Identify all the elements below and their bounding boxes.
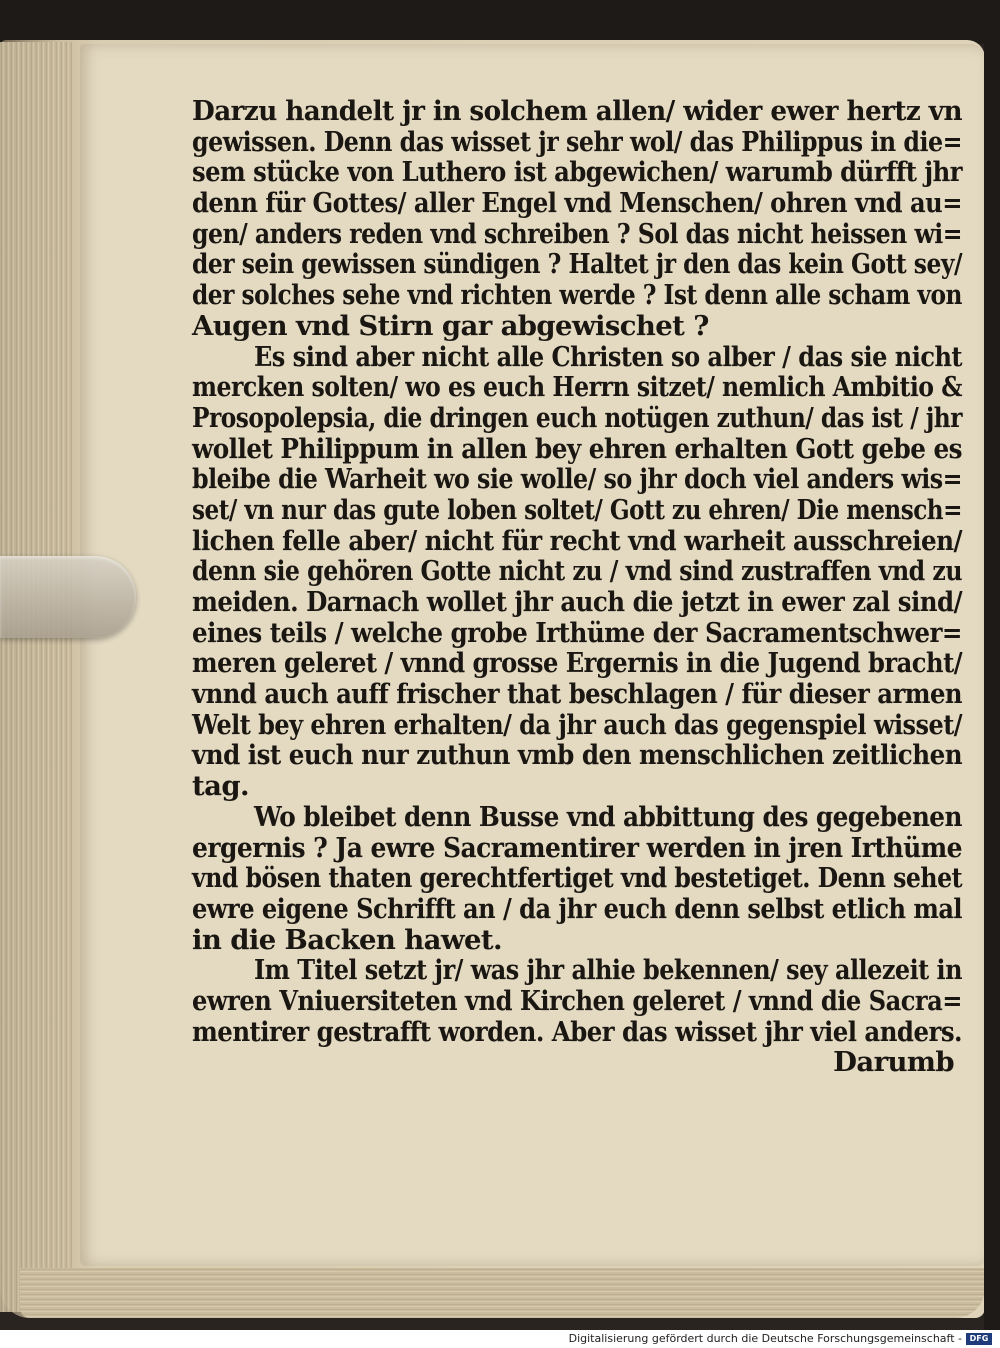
text-line: eines teils / welche grobe Irthüme der Sacramentschwer=	[192, 616, 962, 649]
text-line: denn sie gehören Gotte nicht zu / vnd sind zustraffen vnd zu	[192, 555, 963, 588]
scan-background-top	[0, 0, 1000, 44]
text-line: Prosopolepsia, die dringen euch notügen zuthun/ das ist / jhr	[192, 401, 962, 434]
text-line: vnd bösen thaten gerechtfertiget vnd bestetiget. Denn sehet	[192, 862, 962, 895]
text-line: Es sind aber nicht alle Christen so alber / das sie nicht	[254, 340, 963, 373]
text-line: gen/ anders reden vnd schreiben ? Sol das nicht heissen wi=	[192, 217, 962, 250]
text-line: Augen vnd Stirn gar abgewischet ?	[192, 309, 709, 342]
text-line: Wo bleibet denn Busse vnd abbittung des gegebenen	[254, 800, 962, 833]
text-line: denn für Gottes/ aller Engel vnd Menschen/ ohren vnd au=	[192, 187, 963, 220]
text-line: lichen felle aber/ nicht für recht vnd warheit ausschreien/	[192, 524, 962, 557]
page-text	[192, 96, 962, 1078]
text-line: der solches sehe vnd richten werde ? Ist denn alle scham von	[192, 279, 962, 312]
text-line: mentirer gestrafft worden. Aber das wisset jhr viel anders.	[192, 1015, 963, 1048]
text-line: ewre eigene Schrifft an / da jhr euch denn selbst etlich mal	[192, 892, 963, 925]
page-edges-bottom	[20, 1268, 985, 1318]
text-line: in die Backen hawet.	[192, 923, 502, 956]
bookmark-tab	[0, 556, 136, 638]
text-line: mercken solten/ wo es euch Herrn sitzet/ nemlich Ambitio &	[192, 371, 963, 404]
text-line: meren geleret / vnnd grosse Ergernis in die Jugend bracht/	[192, 647, 963, 680]
text-line: vnnd auch auff frischer that beschlagen / für dieser armen	[192, 678, 963, 711]
scan-background-right	[984, 0, 1000, 1330]
funding-credit: Digitalisierung gefördert durch die Deutsche Forschungsgemeinschaft -	[568, 1332, 962, 1345]
text-line: der sein gewissen sündigen ? Haltet jr den das kein Gott sey/	[192, 248, 962, 281]
footer-bar	[0, 1330, 1000, 1348]
catchword: Darumb	[833, 1046, 954, 1079]
page-edges-left	[0, 42, 72, 1312]
dfg-logo: DFG	[966, 1333, 992, 1345]
text-line: vnd ist euch nur zuthun vmb den menschlichen zeitlichen	[192, 739, 963, 772]
text-line: Im Titel setzt jr/ was jhr alhie bekennen/ sey allezeit in	[254, 954, 962, 987]
text-line: Welt bey ehren erhalten/ da jhr auch das gegenspiel wisset/	[192, 708, 963, 741]
text-line: set/ vn nur das gute loben soltet/ Gott zu ehren/ Die mensch=	[192, 493, 962, 526]
text-line: tag.	[192, 770, 249, 803]
text-line: gewissen. Denn das wisset jr sehr wol/ das Philippus in die=	[192, 125, 962, 158]
text-line: ewren Vniuersiteten vnd Kirchen geleret / vnnd die Sacra=	[192, 984, 963, 1017]
text-line: bleibe die Warheit wo sie wolle/ so jhr doch viel anders wis=	[192, 463, 963, 496]
text-line: ergernis ? Ja ewre Sacramentirer werden in jren Irthüme	[192, 831, 962, 864]
text-line: Darzu handelt jr in solchem allen/ wider ewer hertz vn	[192, 95, 962, 127]
text-line: sem stücke von Luthero ist abgewichen/ warumb dürfft jhr	[192, 156, 963, 189]
text-line: meiden. Darnach wollet jhr auch die jetzt in ewer zal sind/	[192, 586, 963, 618]
text-line: wollet Philippum in allen bey ehren erhalten Gott gebe es	[192, 432, 963, 465]
